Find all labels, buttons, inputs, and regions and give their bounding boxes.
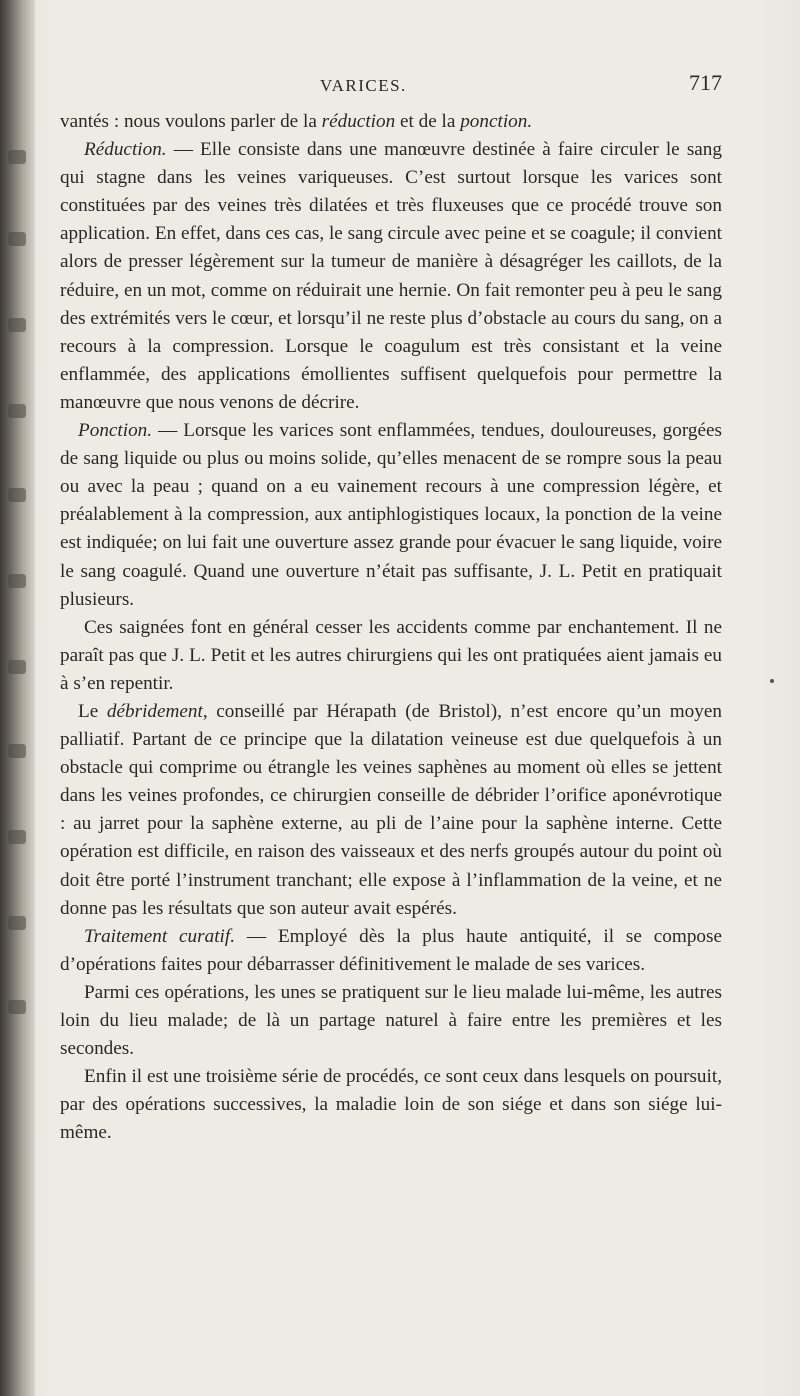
running-head: VARICES. [320,76,407,95]
paragraph-enfin [60,1063,722,1147]
debridement-term: débridement [106,700,203,722]
paragraph-saignees [60,614,722,698]
debridement-text: , conseillé par Hérapath (de Bristol), n’est encore qu’un moyen palliatif. Partant de ce principe que la dilatation veineuse est due quelquefois à un obstacle qui comprime ou étrangle les veines saphènes au moment où elles se jettent dans les veines profondes, ce chirurgien conseille de débrider l’orifice aponévrotique : au jarret pour la saphène externe, au pli de l’aine pour la saphène interne. Cette opération est difficile, en raison des vaisseaux et des nerfs groupés autour du point où doit être porté l’instrument tranchant; elle expose à l’inflammation de la veine, et ne donne pas les résultats que son auteur avait espérés. [60,700,722,919]
binding-mark [8,574,26,588]
reduction-text: — Elle consiste dans une manœuvre destinée à faire circuler le sang qui stagne dans les veines variqueuses. C’est surtout lorsque les varices sont constituées par des veines très dilatées et très fluxeuses que ce procédé trouve son application. En effet, dans ces cas, le sang circule avec peine et se coagule; il convient alors de presser légèrement sur la tumeur de manière à désagréger les caillots, de la réduire, en un mot, comme on réduirait une hernie. On fait remonter peu à peu le sang des extrémités vers le cœur, et lorsqu’il ne reste plus d’obstacle au cours du sang, on a recours à la compression. Lorsque le coagulum est très consistant et la veine enflammée, des applications émollientes suffisent quelquefois pour permettre la manœuvre que nous venons de décrire. [60,139,722,413]
binding-mark [8,488,26,502]
binding-mark [8,660,26,674]
traitement-text: — Employé dès la plus haute antiquité, il se compose d’opérations faites pour débarrasser définitivement le malade de ses varices. [60,925,722,975]
page-binding-shadow [0,0,36,1396]
paragraph-reduction [60,136,722,417]
binding-mark [8,318,26,332]
binding-mark [8,150,26,164]
intro-italic-ponction: ponction. [460,111,533,132]
binding-mark [8,404,26,418]
traitement-heading: Traitement curatif. [84,925,235,947]
paragraph-parmi [60,979,722,1063]
paragraph-traitement [60,923,722,979]
reduction-heading: Réduction. [84,139,167,161]
binding-mark [8,916,26,930]
margin-dot [770,679,774,683]
page-number: 717 [689,70,722,95]
ponction-heading: Ponction. [78,420,153,442]
intro-italic-reduction: réduction [321,111,396,132]
intro-text: vantés : nous voulons parler de la [60,111,322,132]
binding-mark [8,232,26,246]
page-header [60,70,722,104]
intro-text-mid: et de la [395,111,461,132]
parmi-text: Parmi ces opérations, les unes se pratiquent sur le lieu malade lui-même, les autres loin du lieu malade; de là un partage naturel à faire entre les premières et les secondes. [60,981,722,1060]
enfin-text: Enfin il est une troisième série de procédés, ce sont ceux dans lesquels on poursuit, par des opérations successives, la maladie loin de son siége et dans son siége lui-même. [60,1066,722,1144]
body-text [60,108,722,1147]
binding-mark [8,744,26,758]
paragraph-intro [60,108,722,136]
saignees-text: Ces saignées font en général cesser les accidents comme par enchantement. Il ne paraît pas que J. L. Petit et les autres chirurgiens qui les ont pratiquées aient jamais eu à s’en repentir. [60,616,722,694]
paragraph-debridement [60,698,722,923]
binding-mark [8,1000,26,1014]
debridement-lead: Le [78,700,107,722]
paragraph-ponction [60,417,722,614]
binding-mark [8,830,26,844]
ponction-text: — Lorsque les varices sont enflammées, tendues, douloureuses, gorgées de sang liquide ou plus ou moins solide, qu’elles menacent de se rompre sous la peau ou avec la peau ; quand on a eu vainement recours à une compression légère, et préalablement à la compression, aux antiphlogistiques locaux, la ponction de la veine est indiquée; on lui fait une ouverture assez grande pour évacuer le sang liquide, voire le sang coagulé. Quand une ouverture n’était pas suffisante, J. L. Petit en pratiquait plusieurs. [60,420,722,610]
